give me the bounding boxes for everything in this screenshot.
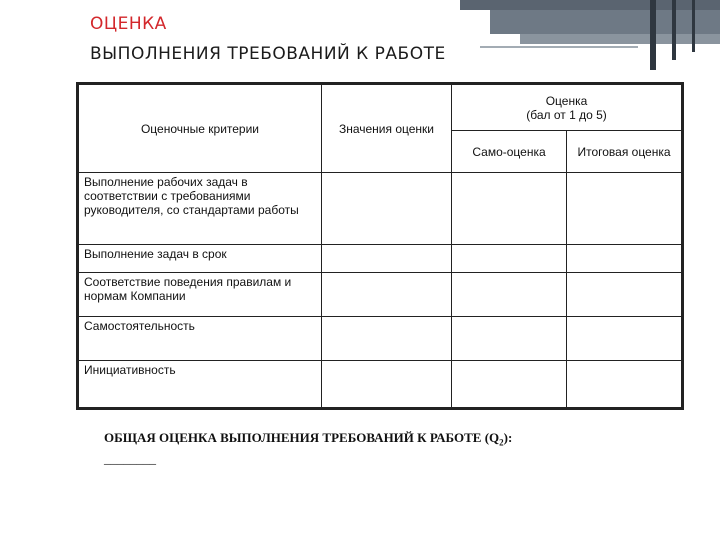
weight-cell[interactable]	[322, 361, 452, 408]
header-score-group	[452, 85, 682, 131]
criterion-cell: Соответствие поведения правилам и нормам Компании	[79, 273, 322, 317]
weight-cell[interactable]	[322, 273, 452, 317]
criterion-cell: Инициативность	[79, 361, 322, 408]
overall-score-text: ОБЩАЯ ОЦЕНКА ВЫПОЛНЕНИЯ ТРЕБОВАНИЙ К РАБОТЕ (Q	[104, 430, 500, 445]
criterion-cell: Выполнение задач в срок	[79, 245, 322, 273]
weight-cell[interactable]	[322, 173, 452, 245]
final-score-cell[interactable]	[567, 361, 682, 408]
assessment-table-container	[76, 82, 684, 410]
slide-title-line-2: ВЫПОЛНЕНИЯ ТРЕБОВАНИЙ К РАБОТЕ	[90, 44, 446, 64]
header-weight: Значения оценки	[322, 85, 452, 173]
self-score-cell[interactable]	[452, 361, 567, 408]
header-self: Само-оценка	[452, 131, 567, 173]
table-row	[79, 361, 682, 408]
table-row	[79, 245, 682, 273]
weight-cell[interactable]	[322, 317, 452, 361]
weight-cell[interactable]	[322, 245, 452, 273]
overall-score-subscript: 2	[499, 437, 504, 448]
table-row	[79, 173, 682, 245]
header-final: Итоговая оценка	[567, 131, 682, 173]
table-row	[79, 317, 682, 361]
assessment-table	[78, 84, 682, 408]
header-score-line1: Оценка	[545, 93, 588, 108]
self-score-cell[interactable]	[452, 273, 567, 317]
criterion-cell: Самостоятельность	[79, 317, 322, 361]
final-score-cell[interactable]	[567, 317, 682, 361]
final-score-cell[interactable]	[567, 245, 682, 273]
header-criteria: Оценочные критерии	[79, 85, 322, 173]
self-score-cell[interactable]	[452, 245, 567, 273]
overall-score-blank[interactable]: ________	[104, 451, 156, 466]
overall-score-suffix: ):	[503, 430, 513, 445]
overall-score-label	[104, 430, 512, 448]
slide-title-line-1: ОЦЕНКА	[90, 14, 167, 34]
table-row	[79, 273, 682, 317]
criterion-cell: Выполнение рабочих задач в соответствии с требованиями руководителя, со стандартами работы	[79, 173, 322, 245]
final-score-cell[interactable]	[567, 273, 682, 317]
header-score-line2: (бал от 1 до 5)	[526, 107, 607, 122]
self-score-cell[interactable]	[452, 317, 567, 361]
self-score-cell[interactable]	[452, 173, 567, 245]
decorative-header-graphic	[460, 0, 720, 70]
final-score-cell[interactable]	[567, 173, 682, 245]
